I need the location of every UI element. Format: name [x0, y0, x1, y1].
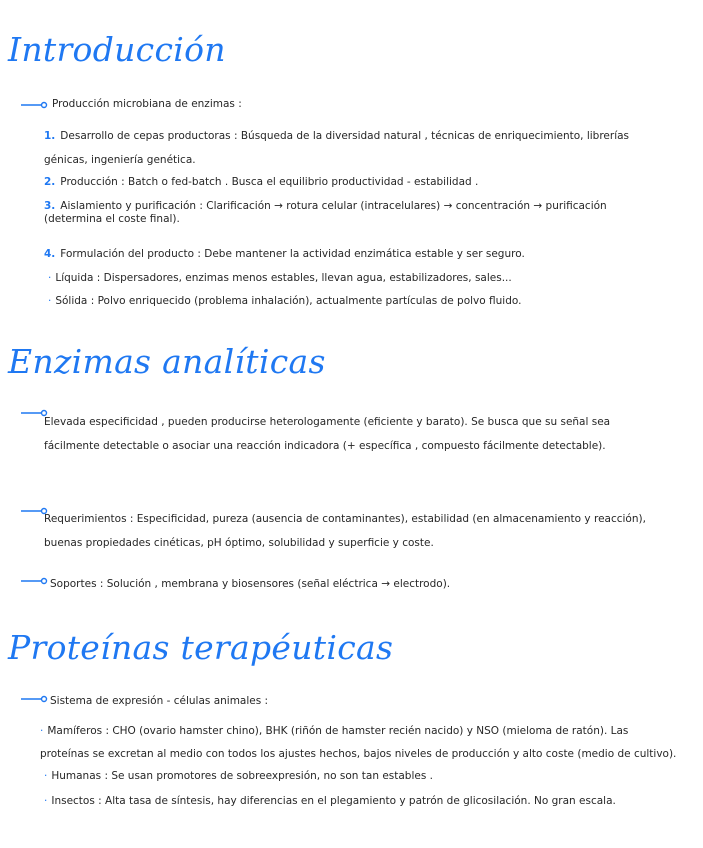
intro-line: Sistema de expresión - células animales : [50, 695, 269, 707]
sub-item-text: Humanas : Se usan promotores de sobreexpresión, no son tan estables . [51, 770, 433, 782]
item-text: Producción : Batch o fed-batch . Busca el equilibrio productividad - estabilidad . [60, 176, 479, 188]
bullet-dot-icon: · [48, 272, 52, 284]
arrow-right-icon [20, 100, 48, 110]
bullet-dot-icon: · [48, 295, 52, 307]
item-text: Formulación del producto : Debe mantener la actividad enzimática estable y ser seguro. [60, 248, 525, 260]
intro-line: Producción microbiana de enzimas : [52, 98, 242, 110]
paragraph: Soportes : Solución , membrana y biosensores (señal eléctrica → electrodo). [50, 578, 451, 590]
sub-item-text: Mamíferos : CHO (ovario hamster chino), BHK (riñón de hamster recién nacido) y NSO (mieloma de ratón). Las proteínas se excretan al medio con todos los ajustes hechos, bajos niveles de producción y alto coste (medio de cultivo). [40, 725, 677, 760]
item-text: Desarrollo de cepas productoras : Búsqueda de la diversidad natural , técnicas de enriquecimiento, librerías génicas, ingeniería genética. [44, 130, 630, 166]
sub-item-text: Insectos : Alta tasa de síntesis, hay diferencias en el plegamiento y patrón de glicosilación. No gran escala. [51, 795, 616, 807]
arrow-right-icon [20, 576, 48, 586]
list-item [44, 200, 664, 226]
list-item [44, 124, 664, 172]
item-number: 3. [44, 200, 56, 212]
list-item [44, 248, 525, 261]
bullet-dot-icon: · [40, 725, 44, 737]
bullet-dot-icon: · [44, 795, 48, 807]
item-number: 1. [44, 130, 56, 142]
bullet-dot-icon: · [44, 770, 48, 782]
section-heading-proteinas-terapeuticas: Proteínas terapéuticas [8, 628, 394, 667]
sub-list-item [48, 272, 512, 285]
section-heading-introduccion: Introducción [8, 30, 226, 69]
paragraph: Elevada especificidad , pueden producirse heterologamente (eficiente y barato). Se busca que su señal sea fácilmente detectable o asociar una reacción indicadora (+ específica , compuesto fácilmente detectable). [44, 416, 611, 452]
sub-list-item [48, 295, 521, 308]
item-number: 4. [44, 248, 56, 260]
list-item [44, 176, 478, 189]
arrow-right-icon [20, 694, 48, 704]
sub-item-text: Líquida : Dispersadores, enzimas menos estables, llevan agua, estabilizadores, sales... [55, 272, 512, 284]
item-text: Aislamiento y purificación : Clarificación → rotura celular (intracelulares) → concentración → purificación (determina el coste final). [44, 200, 607, 225]
sub-list-item [44, 770, 433, 783]
item-number: 2. [44, 176, 56, 188]
sub-item-text: Sólida : Polvo enriquecido (problema inhalación), actualmente partículas de polvo fluido. [55, 295, 522, 307]
sub-list-item [40, 720, 680, 766]
sub-list-item [44, 795, 616, 808]
paragraph: Requerimientos : Especificidad, pureza (ausencia de contaminantes), estabilidad (en almacenamiento y reacción), buenas propiedades cinéticas, pH óptimo, solubilidad y superficie y coste. [44, 513, 646, 549]
section-heading-enzimas-analiticas: Enzimas analíticas [8, 342, 326, 381]
